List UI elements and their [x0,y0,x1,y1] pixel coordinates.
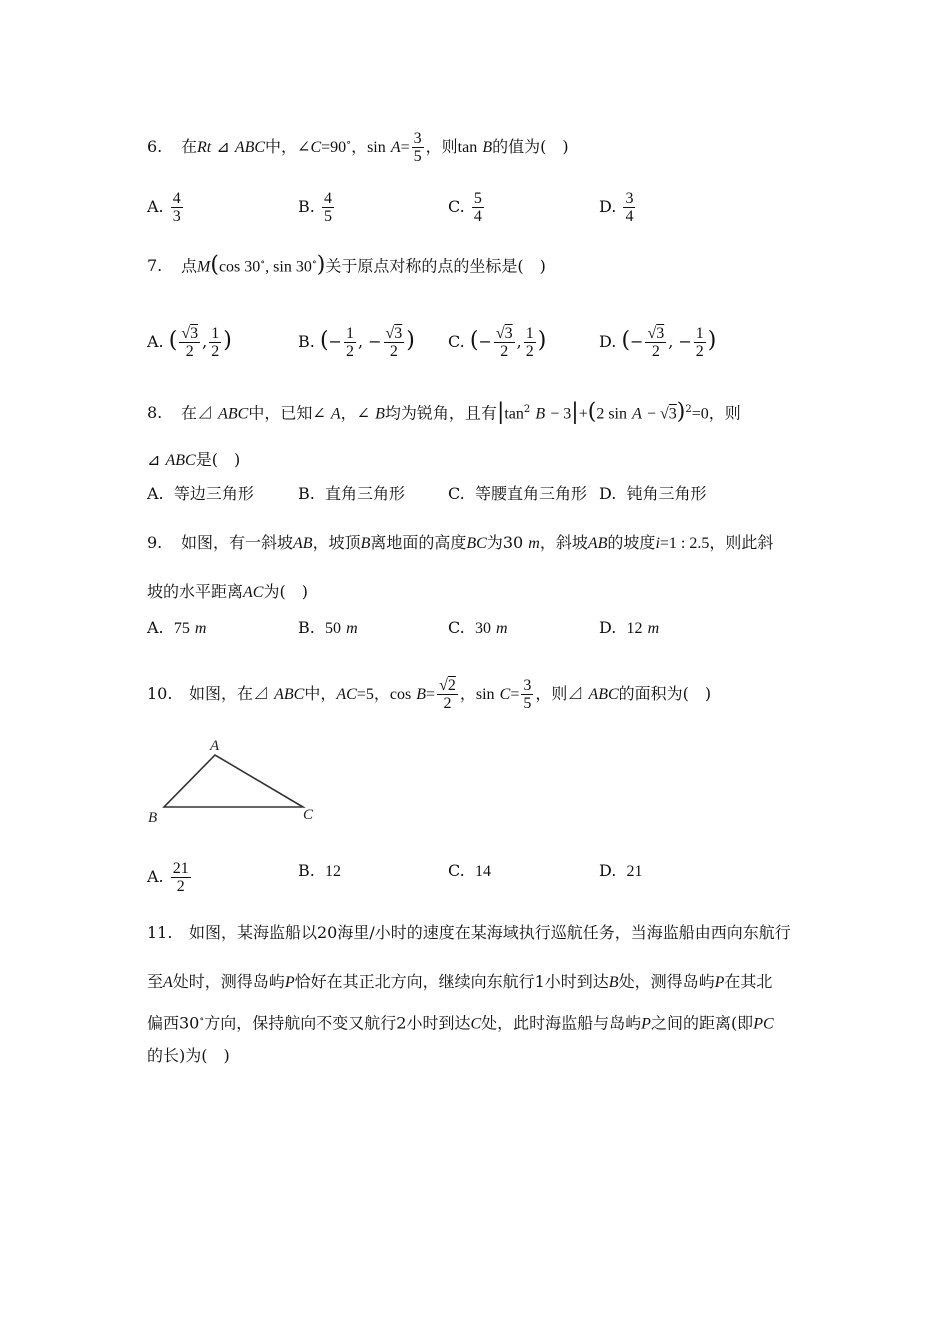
q7-option-d[interactable]: D. (− $\frac{√3}{2}$ , − $\frac{1}{2}$ ) [599,325,717,360]
q8-option-b[interactable]: B. 直角三角形 [298,484,406,503]
question-number: 9. [147,533,163,552]
q9-option-a[interactable]: A. 75 m [147,618,207,637]
vertex-label-c: C [303,807,314,823]
question-number: 8. [147,403,163,423]
question-11-stem-line4: 的长)为( ) [147,1046,230,1065]
q10-option-d[interactable]: D. 21 [599,861,643,880]
q8-option-d[interactable]: D. 钝角三角形 [599,484,707,503]
vertex-label-b: B [148,810,158,826]
question-6-stem: 6. 在Rt ⊿ ABC中，∠C=90∘，sin A= $\frac{3}{5}$ ，则tan B的值为( ) [147,130,569,165]
q8-option-a[interactable]: A. 等边三角形 [147,484,254,503]
q9-option-c[interactable]: C. 30 m [448,618,508,637]
question-number: 6. [147,137,163,156]
q9-option-d[interactable]: D. 12 m [599,618,660,637]
question-number: 7. [147,256,163,276]
q10-option-a[interactable]: A. $\frac{21}{2}$ [147,860,189,895]
q10-option-c[interactable]: C. 14 [448,861,491,880]
question-11-stem-line3: 偏西30∘方向，保持航向不变又航行2小时到达C处，此时海监船与岛屿P之间的距离(即PC [147,1013,774,1033]
question-8-stem-line2: ⊿ ABC是( ) [147,450,241,469]
q7-option-a[interactable]: A. ( $\frac{√3}{2}$ , $\frac{1}{2}$ ) [147,325,232,360]
question-11-stem: 11. 如图，某海监船以20海里/小时的速度在某海域执行巡航任务，当海监船由西向东航行 [147,923,791,942]
q6-option-d[interactable]: D. $\frac{3}{4}$ [599,190,634,225]
q10-option-b[interactable]: B. 12 [298,861,342,880]
question-9-stem-line2: 坡的水平距离AC为( ) [147,582,308,601]
question-11-stem-line2: 至A处时，测得岛屿P恰好在其正北方向，继续向东航行1小时到达B处，测得岛屿P在其北 [147,972,773,991]
question-7-stem: 7. 点M(cos 30∘, sin 30∘)关于原点对称的点的坐标是( ) [147,252,546,278]
question-9-stem: 9. 如图，有一斜坡AB，坡顶B离地面的高度BC为30 m，斜坡AB的坡度i=1 : 2.5，则此斜 [147,533,774,552]
triangle-figure [140,735,330,830]
triangle-abc [164,755,303,807]
fraction: $\frac{3}{5}$ [413,130,422,165]
q9-option-b[interactable]: B. 50 m [298,618,358,637]
q7-option-b[interactable]: B. (− $\frac{1}{2}$ , − $\frac{√3}{2}$ ) [298,325,415,360]
q8-option-c[interactable]: C. 等腰直角三角形 [448,484,587,503]
q6-option-c[interactable]: C. $\frac{5}{4}$ [448,190,482,225]
vertex-label-a: A [210,738,220,754]
q7-option-c[interactable]: C. (− $\frac{√3}{2}$ , $\frac{1}{2}$ ) [448,325,547,360]
question-number: 10. [147,684,173,703]
question-8-stem: 8. 在⊿ ABC中，已知∠ A，∠ B均为锐角，且有$|\tan^2$ B − 3|+(2 sin A − √3)$^2$=0，则 [147,399,741,425]
q6-option-a[interactable]: A. $\frac{4}{3}$ [147,190,181,225]
question-number: 11. [147,923,173,942]
question-10-stem: 10. 如图，在⊿ ABC中，AC=5，cos B= $\frac{√2}{2}$ ，sin C= $\frac{3}{5}$ ，则⊿ ABC的面积为( ) [147,677,712,712]
q6-option-b[interactable]: B. $\frac{4}{5}$ [298,190,332,225]
